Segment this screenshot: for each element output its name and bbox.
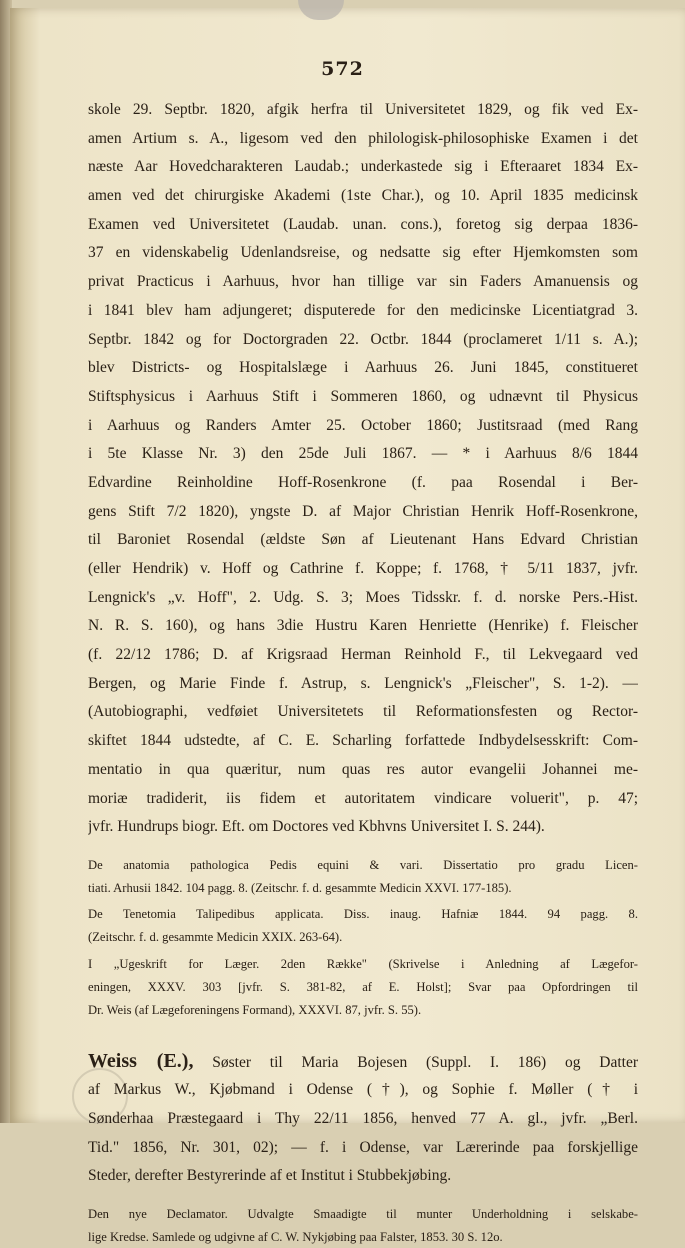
entry-weis-biography [88,96,638,842]
text-line: moriæ tradiderit, iis fidem et autoritatem vindicare voluerit", p. 47; [88,789,638,807]
text-line: De anatomia pathologica Pedis equini & vari. Dissertatio pro gradu Licen- [88,857,638,872]
text-line: næste Aar Hovedcharakteren Laudab.; underkastede sig i Efteraaret 1834 Ex- [88,158,638,176]
text-line: Den nye Declamator. Udvalgte Smaadigte til munter Underholdning i selskabe- [88,1206,638,1221]
text-line: Stiftsphysicus i Aarhuus Stift i Sommeren 1860, og udnævnt til Physicus [88,387,638,405]
text-line: Steder, derefter Bestyrerinde af et Institut i Stubbekjøbing. [88,1167,452,1185]
text-line: af Markus W., Kjøbmand i Odense (†), og Sophie f. Møller († i [88,1081,638,1099]
headword: Weiss (E.), [88,1050,194,1073]
text-line: mentatio in qua quæritur, num quas res autor evangelii Johannei me- [88,760,638,778]
text-line: eningen, XXXV. 303 [jvfr. S. 381-82, af E. Holst]; Svar paa Opfordringen til [88,979,638,994]
text-line: Lengnick's „v. Hoff", 2. Udg. S. 3; Moes Tidsskr. f. d. norske Pers.-Hist. [88,588,638,606]
work-citation [88,854,638,900]
text-line: (Zeitschr. f. d. gesammte Medicin XXIX. 263-64). [88,930,343,945]
entry-weiss-works [88,1203,638,1248]
text-line: 37 en videnskabelig Udenlandsreise, og nedsatte sig efter Hjemkomsten som [88,244,638,262]
text-line: privat Practicus i Aarhuus, hvor han tillige var sin Faders Amanuensis og [88,273,638,291]
entry-weiss-e [88,1047,638,1190]
text-line: Edvardine Reinholdine Hoff-Rosenkrone (f. paa Rosendal i Ber- [88,473,638,491]
work-citation [88,953,638,1021]
page-text [88,96,638,1248]
works-list [88,854,638,1022]
text-line: i 5te Klasse Nr. 3) den 25de Juli 1867. — * i Aarhuus 8/6 1844 [88,445,638,463]
text-line: tiati. Arhusii 1842. 104 pagg. 8. (Zeitschr. f. d. gesammte Medicin XXVI. 177-185). [88,880,512,895]
text-line: gens Stift 7/2 1820), yngste D. af Major Christian Henrik Hoff-Rosenkrone, [88,502,638,520]
text-line: amen ved det chirurgiske Akademi (1ste Char.), og 10. April 1835 medicinsk [88,187,638,205]
text-line: skole 29. Septbr. 1820, afgik herfra til Universitetet 1829, og fik ved Ex- [88,101,638,118]
text-line: i Aarhuus og Randers Amter 25. October 1860; Justitsraad (med Rang [88,416,638,434]
text-line: Examen ved Universitetet (Laudab. unan. cons.), foretog sig derpaa 1836- [88,215,638,233]
text-line: (Autobiographi, vedføiet Universitetets til Reformationsfesten og Rector- [88,703,638,721]
text-line: i 1841 blev ham adjungeret; disputerede for den medicinske Licentiatgrad 3. [88,301,638,319]
text-line: N. R. S. 160), og hans 3die Hustru Karen Henriette (Henrike) f. Fleischer [88,617,638,635]
work-citation [88,903,638,949]
text-line: til Baroniet Rosendal (ældste Søn af Lieutenant Hans Edvard Christian [88,531,638,549]
text-line: Dr. Weis (af Lægeforeningens Formand), XXXVI. 87, jvfr. S. 55). [88,1002,422,1017]
headword-line-rest: Søster til Maria Bojesen (Suppl. I. 186) og Datter [212,1054,638,1072]
text-line: Bergen, og Marie Finde f. Astrup, s. Lengnick's „Fleischer", S. 1-2). — [88,674,638,692]
text-line: blev Districts- og Hospitalslæge i Aarhuus 26. Juni 1845, constitueret [88,359,638,377]
text-line: amen Artium s. A., ligesom ved den philologisk-philosophiske Examen i det [88,129,638,147]
text-line: lige Kredse. Samlede og udgivne af C. W. Nykjøbing paa Falster, 1853. 30 S. 12o. [88,1229,503,1244]
text-line: (eller Hendrik) v. Hoff og Cathrine f. Koppe; f. 1768, † 5/11 1837, jvfr. [88,560,638,577]
text-line: jvfr. Hundrups biogr. Eft. om Doctores ved Kbhvns Universitet I. S. 244). [88,818,545,836]
text-line: (f. 22/12 1786; D. af Krigsraad Herman Reinhold F., til Lekvegaard ved [88,646,638,664]
text-line: Sønderhaa Præstegaard i Thy 22/11 1856, henved 77 A. gl., jvfr. „Berl. [88,1109,638,1127]
entry-first-line [88,1047,638,1076]
text-line: I „Ugeskrift for Læger. 2den Række" (Skrivelse i Anledning af Lægefor- [88,957,638,972]
text-line: De Tenetomia Talipedibus applicata. Diss. inaug. Hafniæ 1844. 94 pagg. 8. [88,907,638,922]
entry-weiss-body [88,1076,638,1191]
page-number: 572 [321,58,364,80]
text-line: skiftet 1844 udstedte, af C. E. Scharling forfattede Indbydelsesskrift: Com- [88,732,638,750]
text-line: Septbr. 1842 og for Doctorgraden 22. Octbr. 1844 (proclameret 1/11 s. A.); [88,330,638,348]
text-line: Tid." 1856, Nr. 301, 02); — f. i Odense, var Lærerinde paa forskjellige [88,1138,638,1156]
